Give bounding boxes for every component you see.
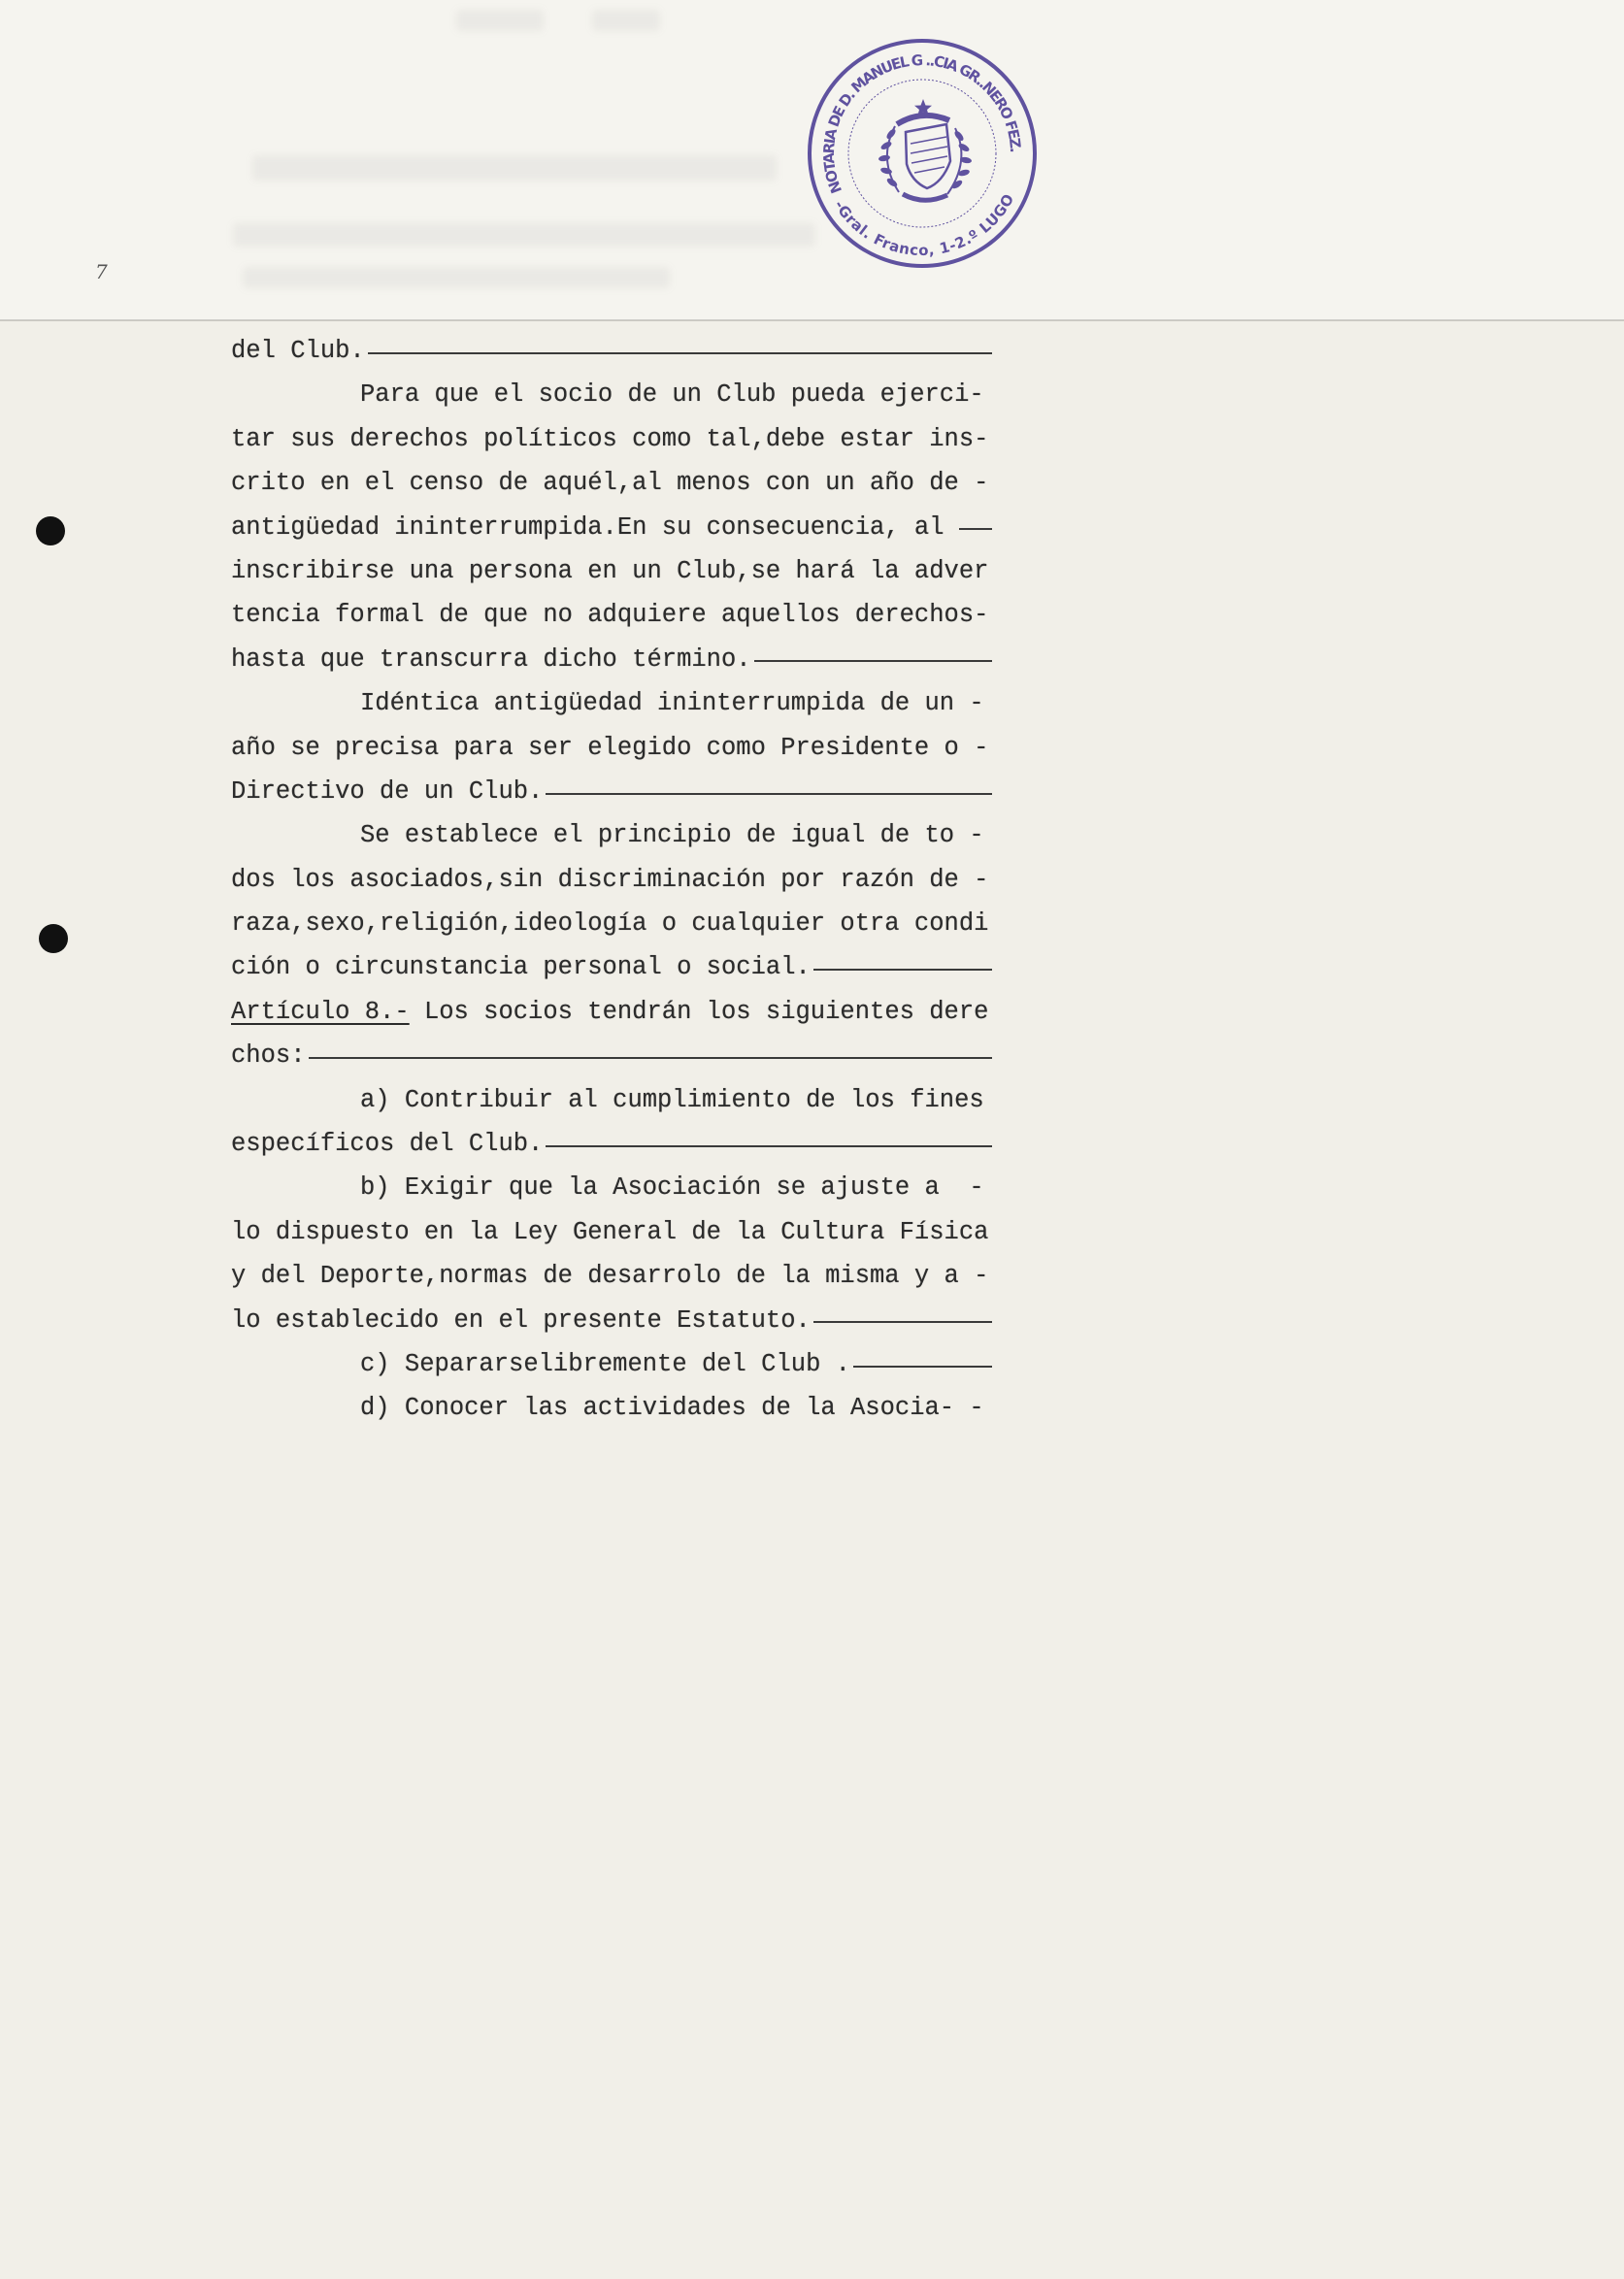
line-text: Los socios tendrán los siguientes dere	[423, 997, 989, 1026]
text-line	[231, 726, 992, 770]
text-line	[231, 461, 992, 505]
line-text: Para que el socio de un Club pueda ejerci-	[360, 380, 984, 410]
notary-stamp	[806, 37, 1039, 270]
line-text: dos los asociados,sin discriminación por razón de -	[231, 865, 989, 894]
laurel-leaves	[878, 127, 973, 189]
text-line	[231, 1254, 992, 1298]
bleed-through-shadow	[592, 10, 660, 31]
laurel-leaf	[885, 127, 897, 140]
line-text: b) Exigir que la Asociación se ajuste a -	[360, 1173, 984, 1203]
text-line	[231, 1166, 992, 1209]
text-line	[231, 417, 992, 461]
line-text: lo establecido en el presente Estatuto.	[231, 1305, 811, 1335]
document-body	[231, 329, 992, 1431]
line-text: d) Conocer las actividades de la Asocia- -	[360, 1394, 984, 1423]
bleed-through-shadow	[243, 267, 670, 288]
line-text: lo dispuesto en la Ley General de la Cultura Física	[231, 1217, 989, 1246]
punch-hole	[39, 924, 68, 953]
line-text: tencia formal de que no adquiere aquellos derechos-	[231, 601, 989, 630]
stamp-bottom-text: -Gral. Franco, 1-2.º LUGO	[830, 190, 1018, 260]
line-text: del Club.	[231, 337, 365, 365]
line-text: inscribirse una persona en un Club,se hará la adver	[231, 556, 989, 585]
laurel-leaf	[878, 154, 891, 162]
punch-hole	[36, 516, 65, 545]
line-text: Directivo de un Club.	[231, 776, 544, 806]
text-line	[231, 770, 992, 813]
text-line	[231, 1210, 992, 1254]
text-line	[231, 593, 992, 637]
line-text: crito en el censo de aquél,al menos con un año de -	[231, 469, 989, 498]
dash-filler	[959, 528, 992, 530]
text-line	[231, 813, 992, 857]
dash-filler	[309, 1057, 992, 1059]
text-line	[231, 506, 992, 549]
dash-filler	[813, 1321, 992, 1323]
line-text: tar sus derechos políticos como tal,debe estar ins-	[231, 424, 989, 453]
scan-fold-line	[0, 319, 1624, 321]
emblem-top-banner	[897, 116, 949, 124]
dash-filler	[368, 352, 992, 354]
line-text: hasta que transcurra dicho término.	[231, 644, 751, 674]
text-line	[231, 1078, 992, 1122]
laurel-leaf	[879, 140, 892, 150]
line-text: específicos del Club.	[231, 1130, 544, 1159]
dash-filler	[754, 660, 992, 662]
coat-of-arms-emblem	[878, 99, 973, 200]
text-line	[231, 902, 992, 945]
dash-filler	[546, 793, 992, 795]
text-line	[231, 638, 992, 681]
text-line	[231, 945, 992, 989]
line-text: ción o circunstancia personal o social.	[231, 953, 811, 982]
text-line	[231, 1299, 992, 1342]
text-line	[231, 990, 992, 1034]
dash-filler	[546, 1145, 992, 1147]
line-text: Idéntica antigüedad ininterrumpida de un -	[360, 689, 984, 718]
line-text: antigüedad ininterrumpida.En su consecuencia, al	[231, 512, 945, 542]
stamp-top-text-wrapper	[820, 51, 1024, 196]
stamp-outer-ring	[810, 41, 1035, 266]
stamp-top-text: NOTARIA DE D. MANUEL G ..CIA GR..NERO FEZ.	[819, 50, 1025, 196]
line-text: año se precisa para ser elegido como Presidente o -	[231, 733, 989, 762]
emblem-shield-hatching	[911, 137, 947, 173]
line-text: y del Deporte,normas de desarrolo de la misma y a -	[231, 1262, 989, 1291]
dash-filler	[813, 969, 992, 971]
text-line	[231, 549, 992, 593]
line-text: c) Separarselibremente del Club .	[360, 1349, 850, 1378]
text-line	[231, 858, 992, 902]
text-line	[231, 1034, 992, 1077]
text-line	[231, 1122, 992, 1166]
text-line	[231, 1342, 992, 1386]
line-text: raza,sexo,religión,ideología o cualquier otra condi	[231, 909, 989, 939]
bleed-through-shadow	[456, 10, 544, 31]
dash-filler	[853, 1366, 992, 1368]
line-text: a) Contribuir al cumplimiento de los fines	[360, 1085, 984, 1114]
article-heading: Artículo 8.-	[231, 997, 410, 1026]
emblem-bottom-ribbon	[903, 194, 947, 200]
line-text: Se establece el principio de igual de to -	[360, 821, 984, 850]
margin-mark: 7	[95, 260, 108, 283]
bleed-through-shadow	[233, 223, 815, 247]
text-line	[231, 329, 992, 373]
line-text: chos:	[231, 1041, 306, 1071]
text-line	[231, 373, 992, 416]
text-line	[231, 1386, 992, 1430]
bleed-through-shadow	[252, 155, 777, 181]
text-line	[231, 681, 992, 725]
